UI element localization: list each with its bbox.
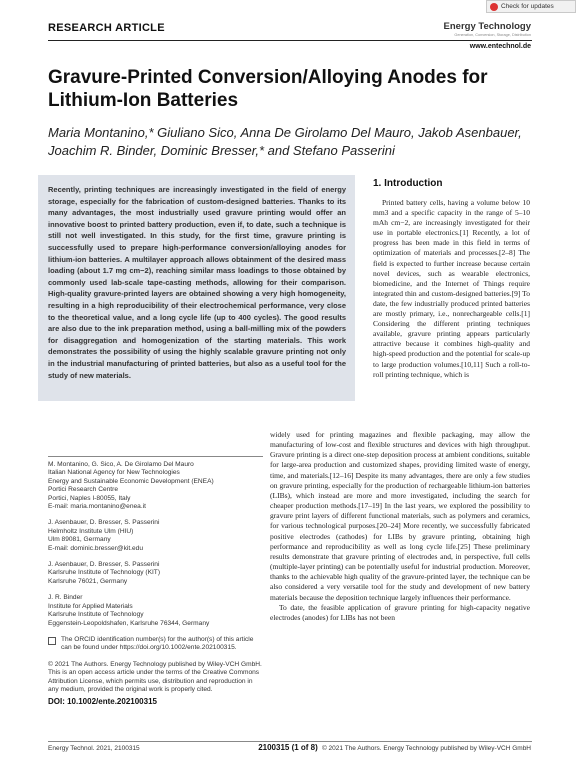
affiliation-kit: J. Asenbauer, D. Bresser, S. Passerini Karlsruhe Institute of Technology (KIT) Karlsruhe 76021, Germany: [48, 561, 161, 585]
orcid-note: [48, 636, 263, 653]
section-heading-introduction: 1. Introduction: [373, 178, 443, 189]
header-rule: [48, 40, 532, 41]
footer-rule: [48, 741, 532, 742]
affiliation-iam: J. R. Binder Institute for Applied Materials Karlsruhe Institute of Technology Eggenstein-Leopoldshafen, Karlsruhe 76344, Germany: [48, 594, 210, 627]
journal-name: Energy Technology: [443, 21, 531, 32]
article-type-label: RESEARCH ARTICLE: [48, 22, 165, 34]
check-for-updates-button[interactable]: [486, 0, 576, 13]
abstract-box: [38, 175, 355, 401]
orcid-text[interactable]: The ORCID identification number(s) for the author(s) of this article can be found under https://doi.org/10.1002/ente.202100315.: [61, 635, 254, 652]
check-for-updates-label: Check for updates: [501, 3, 554, 10]
email-link-bresser[interactable]: E-mail: dominic.bresser@kit.edu: [48, 544, 144, 552]
article-title: Gravure-Printed Conversion/Alloying Anodes for Lithium-Ion Batteries: [48, 67, 488, 111]
footer-citation: Energy Technol. 2021, 2100315: [48, 745, 140, 752]
author-list: Maria Montanino,* Giuliano Sico, Anna De Girolamo Del Mauro, Jakob Asenbauer, Joachim R. Binder, Dominic Bresser,* and Stefano Passerini: [48, 125, 522, 158]
update-badge-icon: [490, 3, 498, 11]
introduction-text-wide: [270, 430, 530, 623]
page-number: 2100315 (1 of 8): [258, 743, 318, 752]
orcid-icon: [48, 637, 56, 645]
affiliations: [48, 461, 263, 707]
email-link-montanino[interactable]: E-mail: maria.montanino@enea.it: [48, 503, 146, 511]
introduction-paragraph-1: widely used for printing magazines and flexible packaging, may allow the manufacturing of low-cost and flexible structures and devices with high throughput. Gravure printing is a direct one-step deposition process at ambient conditions, suitable for large-area production and customized shapes, providing limited waste of energy, time, and materials.[12–16] Despite its many advantages, there are only a few studies on gravure printing, especially for the production of rechargeable lithium-ion batteries (LIBs), which instead are more and more investigated, including the search for cheaper production methods.[17–19] In the last years, we explored the possibility to gravure print layers of different functional materials, such as polymers and ceramics, for various technological purposes.[20–24] More recently, we successfully fabricated positive electrodes (cathodes) for LIBs by gravure printing, obtaining high performance and reproducibility as well as long cycle life.[25] These preliminary results demonstrate that gravure printing of electrodes and, in perspective, full cells (multiple-layer printing) can be potentially useful for industrial production. Moreover, thanks to the achievable high quality of the gravure-printed layer, the technique can be also considered a very versatile tool for the study and development of new battery materials because the deposition technique largely influences their performance.: [270, 430, 530, 602]
footer-copyright: © 2021 The Authors. Energy Technology published by Wiley-VCH GmbH: [321, 745, 531, 752]
journal-url-link[interactable]: www.entechnol.de: [469, 43, 531, 50]
affiliation-enea: M. Montanino, G. Sico, A. De Girolamo Del Mauro Italian National Agency for New Technologies Energy and Sustainable Economic Development (ENEA) Portici Research Centre Portici, Naples I-80055, Italy E-mail: maria.montanino@enea.it: [48, 461, 263, 511]
introduction-paragraph-2: To date, the feasible application of gravure printing for high-capacity negative electrodes (anodes) for LIBs has not been: [270, 602, 530, 622]
affiliation-hiu: J. Asenbauer, D. Bresser, S. Passerini Helmholtz Institute Ulm (HIU) Ulm 89081, Germany E-mail: dominic.bresser@kit.edu: [48, 519, 263, 553]
journal-subtitle: Generation, Conversion, Storage, Distribution: [454, 33, 531, 37]
introduction-text-narrow: Printed battery cells, having a volume below 10 mm3 and a specific capacity in the range of 5–10 mAh cm−2, are increasingly investigated for their use in portable electronics.[1] Recently, a lot of progress has been made in this field in terms of optimization of materials and processes.[2–8] The field is expected to further increase because certain novel devices, such as wearable electronics, biomedicine, and the Internet of Things require integrated thin and custom-designed batteries.[9] To date, the few industrially produced printed batteries are mostly primary, i.e., nonrechargeable cells.[1] Considering the different printing techniques available, gravure printing appears particularly attractive because it combines high-quality and high-speed production and the potential for scale-up to large production volumes.[10,11] Such a roll-to-roll printing technique, which is: [373, 198, 530, 379]
doi-link[interactable]: DOI: 10.1002/ente.202100315: [48, 697, 157, 707]
abstract-text: Recently, printing techniques are increasingly investigated in the field of energy storage, especially for the fabrication of custom-designed batteries. Thanks to its many advantages, the most industrially used gravure printing would offer an innovative boost to printed battery production, even if, to date, such a technique is still not well investigated. In this study, for the first time, gravure printing is successfully used to prepare high-performance conversion/alloying anodes for lithium-ion batteries. A multilayer approach allows obtainment of the desired mass loading (about 1.7 mg cm−2), reaching similar mass loadings to those obtained by commonly used lab-scale tape-casting methods, allowing for their comparison. High-quality gravure-printed layers are obtained showing a very high homogeneity, resulting in a high reproducibility of their electrochemical performance, very close to the theoretical value, and a long cycle life (up to 400 cycles). The good results are also due to the ink preparation method, using a ball-milling mix of the powders for disaggregation and homogenization of the starting materials. This work demonstrates the possibility of using the highly scalable gravure printing not only in the industrial manufacturing of printed batteries, but also as a useful tool for the study of new materials.: [48, 185, 346, 380]
affiliation-rule: [48, 456, 263, 457]
license-text: © 2021 The Authors. Energy Technology published by Wiley-VCH GmbH. This is an open access article under the terms of the Creative Commons Attribution License, which permits use, distribution and reproduction in any medium, provided the original work is properly cited.: [48, 660, 262, 693]
